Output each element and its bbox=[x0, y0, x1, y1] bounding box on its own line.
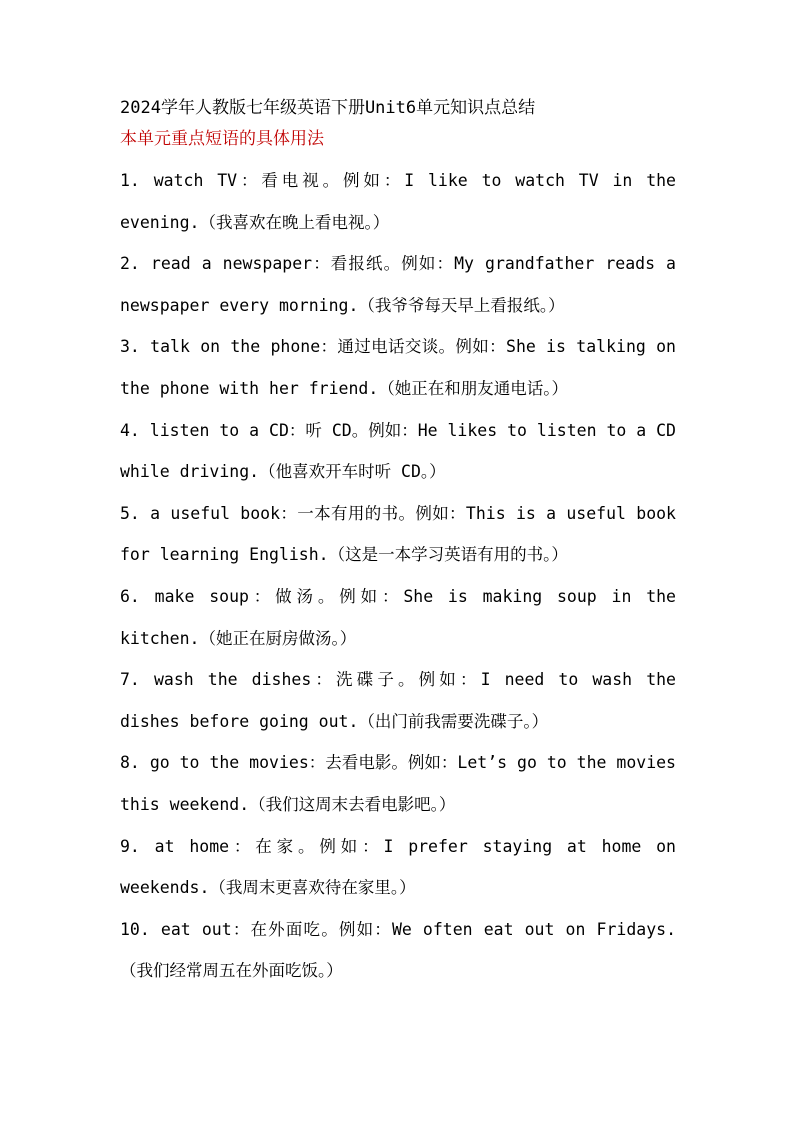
phrase-item-1: 1. watch TV：看电视。例如：I like to watch TV in the evening.（我喜欢在晚上看电视。） bbox=[120, 171, 676, 232]
section-heading: 本单元重点短语的具体用法 bbox=[120, 129, 324, 149]
phrase-item-10: 10. eat out：在外面吃。例如：We often eat out on Fridays.（我们经常周五在外面吃饭。） bbox=[120, 919, 676, 981]
phrase-item-5: 5. a useful book：一本有用的书。例如：This is a useful book for learning English.（这是一本学习英语有用的书。） bbox=[120, 503, 676, 565]
phrase-item-8: 8. go to the movies：去看电影。例如：Let’s go to the movies this weekend.（我们这周末去看电影吧。） bbox=[120, 753, 676, 814]
phrase-list bbox=[120, 160, 676, 992]
phrase-item-2: 2. read a newspaper：看报纸。例如：My grandfather reads a newspaper every morning.（我爷爷每天早上看报纸。） bbox=[120, 254, 676, 315]
phrase-item-9: 9. at home：在家。例如：I prefer staying at home on weekends.（我周末更喜欢待在家里。） bbox=[120, 836, 676, 898]
document-page bbox=[120, 97, 676, 992]
document-title: 2024学年人教版七年级英语下册Unit6单元知识点总结 bbox=[120, 98, 536, 118]
phrase-item-7: 7. wash the dishes：洗碟子。例如：I need to wash the dishes before going out.（出门前我需要洗碟子。） bbox=[120, 670, 676, 731]
phrase-item-3: 3. talk on the phone：通过电话交谈。例如：She is talking on the phone with her friend.（她正在和朋友通电话。） bbox=[120, 337, 676, 398]
phrase-item-6: 6. make soup：做汤。例如：She is making soup in the kitchen.（她正在厨房做汤。） bbox=[120, 586, 676, 648]
phrase-item-4: 4. listen to a CD：听 CD。例如：He likes to listen to a CD while driving.（他喜欢开车时听 CD。） bbox=[120, 420, 676, 482]
